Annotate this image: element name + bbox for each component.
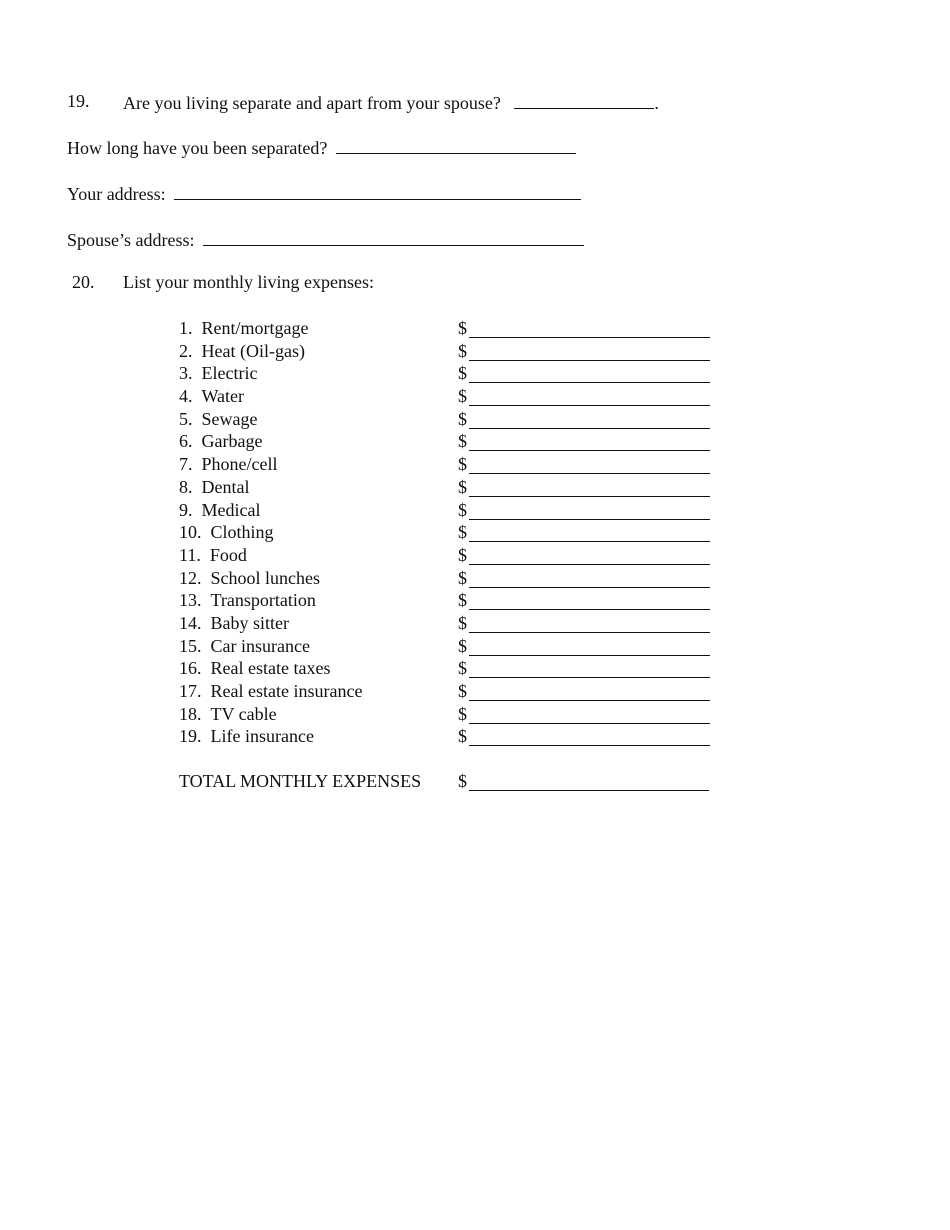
separated-answer-field[interactable] — [514, 90, 654, 109]
expense-amount-field[interactable] — [469, 501, 710, 520]
expense-label: 7. Phone/cell — [179, 454, 278, 475]
expense-amount-field[interactable] — [469, 342, 710, 361]
expense-label: 13. Transportation — [179, 590, 316, 611]
dollar-sign: $ — [458, 522, 467, 543]
dollar-sign: $ — [458, 771, 467, 791]
dollar-sign: $ — [458, 681, 467, 701]
total-monthly-expenses-label: TOTAL MONTHLY EXPENSES — [179, 771, 422, 791]
dollar-sign: $ — [458, 363, 467, 384]
expense-row-water — [179, 385, 739, 408]
expense-row-garbage — [179, 430, 739, 453]
your-address-field[interactable] — [174, 181, 581, 200]
expense-label: 2. Heat (Oil-gas) — [179, 340, 305, 361]
expense-label: 10. Clothing — [179, 522, 274, 543]
total-monthly-expenses-row — [179, 770, 739, 792]
expense-row-dental — [179, 476, 739, 499]
expense-label: 17. Real estate insurance — [179, 681, 363, 701]
total-amount-field[interactable] — [469, 772, 709, 791]
question-19-text: Are you living separate and apart from your spouse? — [123, 93, 501, 113]
expense-row-real-estate-insurance — [179, 680, 739, 703]
how-long-separated-label: How long have you been separated? — [67, 138, 328, 158]
expense-row-baby-sitter — [179, 612, 739, 635]
expense-row-medical — [179, 499, 739, 522]
how-long-separated-field[interactable] — [336, 135, 576, 154]
expense-amount-field[interactable] — [469, 569, 710, 588]
expense-row-life-insurance — [179, 725, 739, 748]
dollar-sign: $ — [458, 408, 467, 429]
expense-label: 1. Rent/mortgage — [179, 318, 309, 338]
expense-label: 19. Life insurance — [179, 726, 314, 747]
dollar-sign: $ — [458, 612, 467, 633]
dollar-sign: $ — [458, 567, 467, 588]
dollar-sign: $ — [458, 431, 467, 452]
expense-row-transportation — [179, 589, 739, 612]
dollar-sign: $ — [458, 454, 467, 475]
question-19-line — [123, 90, 659, 114]
expense-row-tv-cable — [179, 703, 739, 726]
expense-amount-field[interactable] — [469, 682, 710, 701]
dollar-sign: $ — [458, 635, 467, 656]
expense-row-food — [179, 544, 739, 567]
dollar-sign: $ — [458, 726, 467, 747]
question-20-number: 20. — [72, 272, 95, 292]
question-19-number: 19. — [67, 91, 90, 111]
expense-amount-field[interactable] — [469, 319, 710, 338]
dollar-sign: $ — [458, 318, 467, 338]
expense-amount-field[interactable] — [469, 637, 710, 656]
spouse-address-field[interactable] — [203, 227, 584, 246]
expense-label: 14. Baby sitter — [179, 612, 289, 633]
expense-label: 5. Sewage — [179, 408, 258, 429]
expense-amount-field[interactable] — [469, 523, 710, 542]
expense-amount-field[interactable] — [469, 705, 710, 724]
expense-amount-field[interactable] — [469, 455, 710, 474]
expense-row-heat — [179, 340, 739, 363]
expense-row-school-lunches — [179, 567, 739, 590]
expense-label: 8. Dental — [179, 476, 250, 497]
expense-list — [179, 317, 739, 748]
expense-label: 9. Medical — [179, 499, 261, 520]
dollar-sign: $ — [458, 476, 467, 497]
expense-label: 12. School lunches — [179, 567, 320, 588]
your-address-label: Your address: — [67, 184, 166, 204]
expense-label: 16. Real estate taxes — [179, 658, 331, 679]
expense-label: 11. Food — [179, 544, 247, 565]
expense-amount-field[interactable] — [469, 659, 710, 678]
expense-amount-field[interactable] — [469, 546, 710, 565]
expense-label: 3. Electric — [179, 363, 258, 384]
expense-amount-field[interactable] — [469, 432, 710, 451]
expense-row-clothing — [179, 521, 739, 544]
expense-label: 18. TV cable — [179, 703, 277, 724]
expense-row-sewage — [179, 408, 739, 431]
expense-amount-field[interactable] — [469, 727, 710, 746]
question-19-period: . — [654, 93, 659, 113]
dollar-sign: $ — [458, 590, 467, 611]
your-address-line — [67, 181, 581, 205]
expense-row-rent-mortgage — [179, 317, 739, 340]
dollar-sign: $ — [458, 703, 467, 724]
expense-amount-field[interactable] — [469, 364, 710, 383]
dollar-sign: $ — [458, 386, 467, 407]
spouse-address-line — [67, 227, 584, 251]
expense-label: 15. Car insurance — [179, 635, 310, 656]
dollar-sign: $ — [458, 544, 467, 565]
dollar-sign: $ — [458, 340, 467, 361]
expense-amount-field[interactable] — [469, 387, 710, 406]
expense-label: 4. Water — [179, 386, 245, 407]
expense-amount-field[interactable] — [469, 614, 710, 633]
expense-amount-field[interactable] — [469, 410, 710, 429]
how-long-separated-line — [67, 135, 576, 159]
expense-amount-field[interactable] — [469, 591, 710, 610]
expense-row-phone-cell — [179, 453, 739, 476]
expense-row-car-insurance — [179, 635, 739, 658]
dollar-sign: $ — [458, 658, 467, 679]
spouse-address-label: Spouse’s address: — [67, 230, 195, 250]
expense-row-real-estate-taxes — [179, 657, 739, 680]
expense-row-electric — [179, 362, 739, 385]
dollar-sign: $ — [458, 499, 467, 520]
question-20-text: List your monthly living expenses: — [123, 272, 374, 292]
expense-amount-field[interactable] — [469, 478, 710, 497]
expense-label: 6. Garbage — [179, 431, 263, 452]
